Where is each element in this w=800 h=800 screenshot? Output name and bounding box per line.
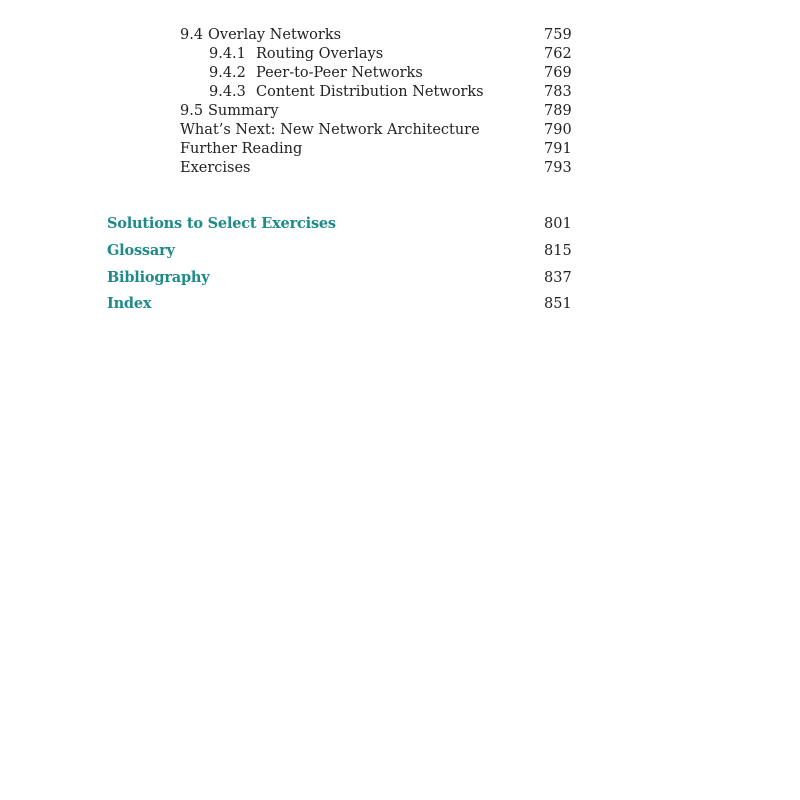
section-title: Content Distribution Networks bbox=[256, 84, 484, 100]
section-title: Peer-to-Peer Networks bbox=[256, 65, 423, 81]
section-title: Summary bbox=[208, 103, 279, 119]
page-number: 789 bbox=[544, 103, 572, 119]
page-number: 783 bbox=[544, 84, 572, 100]
page-number: 762 bbox=[544, 46, 572, 62]
toc-entry-glossary[interactable]: Glossary bbox=[107, 242, 175, 259]
page-number: 851 bbox=[544, 296, 572, 312]
toc-entry-9-4-1[interactable] bbox=[209, 45, 383, 64]
page-number: 759 bbox=[544, 27, 572, 43]
toc-entry-index[interactable]: Index bbox=[107, 295, 152, 312]
toc-entry-whats-next[interactable] bbox=[180, 121, 480, 140]
toc-entry-bibliography[interactable]: Bibliography bbox=[107, 269, 210, 286]
page-number: 790 bbox=[544, 122, 572, 138]
page-number: 837 bbox=[544, 270, 572, 286]
toc-entry-9-4-2[interactable] bbox=[209, 64, 423, 83]
page-number: 801 bbox=[544, 216, 572, 232]
section-number: 9.5 bbox=[180, 103, 204, 119]
page-number: 791 bbox=[544, 141, 572, 157]
section-title: Routing Overlays bbox=[256, 46, 384, 62]
section-title: Exercises bbox=[180, 160, 251, 176]
toc-entry-exercises[interactable] bbox=[180, 159, 251, 178]
page-number: 769 bbox=[544, 65, 572, 81]
section-number: 9.4 bbox=[180, 27, 204, 43]
section-title: Further Reading bbox=[180, 141, 303, 157]
section-number: 9.4.3 bbox=[209, 84, 246, 100]
section-number: 9.4.2 bbox=[209, 65, 246, 81]
toc-entry-9-5[interactable] bbox=[180, 102, 279, 121]
section-title: Overlay Networks bbox=[208, 27, 342, 43]
section-number: 9.4.1 bbox=[209, 46, 246, 62]
toc-entry-9-4-3[interactable] bbox=[209, 83, 484, 102]
page-number: 793 bbox=[544, 160, 572, 176]
section-title: What’s Next: New Network Architecture bbox=[180, 122, 480, 138]
toc-entry-solutions[interactable]: Solutions to Select Exercises bbox=[107, 215, 336, 232]
toc-entry-9-4[interactable] bbox=[180, 26, 341, 45]
toc-entry-further-reading[interactable] bbox=[180, 140, 302, 159]
page-number: 815 bbox=[544, 243, 572, 259]
